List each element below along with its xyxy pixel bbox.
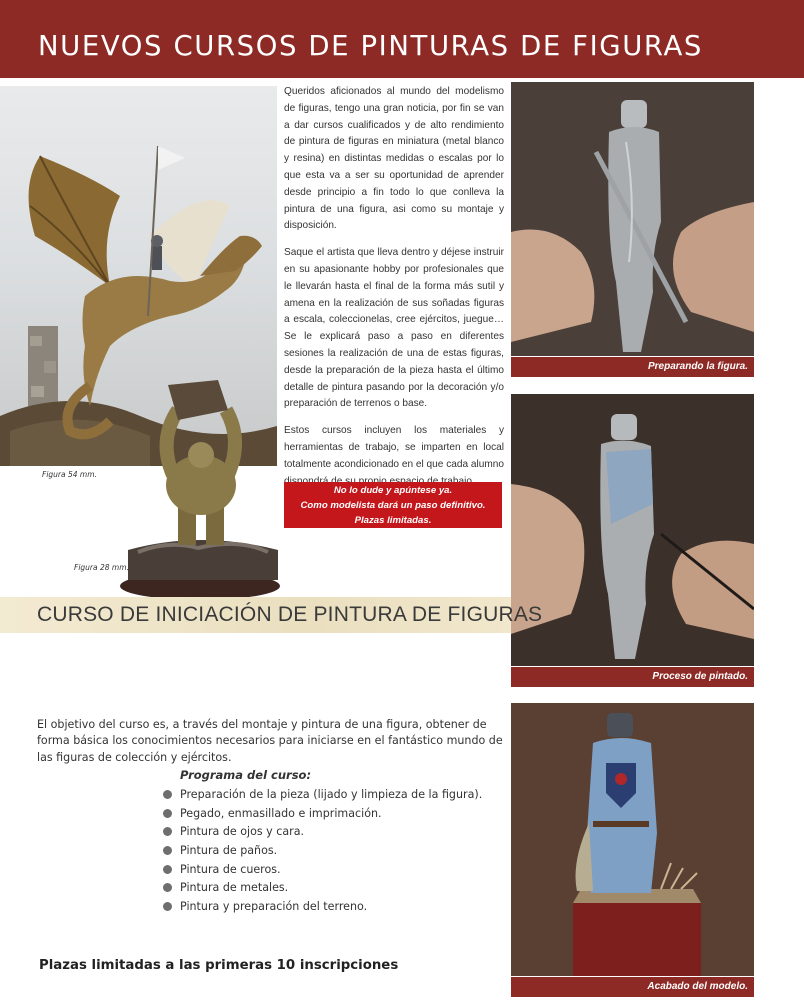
photo-painting-caption: Proceso de pintado. bbox=[511, 667, 754, 687]
photo-preparing-caption: Preparando la figura. bbox=[511, 357, 754, 377]
photo-painting bbox=[511, 394, 754, 666]
program-title: Programa del curso: bbox=[180, 768, 312, 782]
intro-paragraph-2: Saque el artista que lleva dentro y déjese instruir en su apasionante hobby por profesionales que le llevarán hasta el final de la forma más sutil y amena en la realización de sus soñadas figuras a escala, coleccionelas, cree ejércitos, juegue… Se le explicará paso a paso en diferentes sesiones la realización de una de estas figuras, desde la preparación de la pieza hasta el último detalle de pintura pasando por la decoración y/o preparación de terrenos o base. bbox=[284, 247, 504, 410]
troll-caption: Figura 28 mm. bbox=[74, 563, 129, 572]
intro-paragraph-3: Estos cursos incluyen los materiales y herramientas de trabajo, se imparten en local totalmente acondicionado en el que cada alumno bbox=[284, 425, 504, 470]
list-item: Pintura y preparación del terreno. bbox=[163, 898, 482, 917]
list-item: Pintura de paños. bbox=[163, 842, 482, 861]
callout-line-2: Como modelista dará un paso definitivo. bbox=[300, 500, 486, 511]
bullet-icon bbox=[163, 846, 172, 855]
intro-paragraph-1: Queridos aficionados al mundo del modelismo de figuras, tengo una gran noticia, por fin se van a dar cursos cualificados y de alto rendimiento de pintura de figuras en miniatura (metal blanco y resina) en distintas medidas o escalas por lo que esta va a ser su oportunidad de aprender desde principio a fin todo lo que conlleva la pintura de una figura, asi como su montaje y disposición. bbox=[284, 86, 504, 232]
photo-finished-caption: Acabado del modelo. bbox=[511, 977, 754, 997]
list-item: Pintura de cueros. bbox=[163, 861, 482, 880]
program-list bbox=[163, 786, 482, 917]
list-item: Preparación de la pieza (lijado y limpieza de la figura). bbox=[163, 786, 482, 805]
preparing-figure-illustration bbox=[511, 82, 754, 356]
bullet-icon bbox=[163, 790, 172, 799]
dragon-caption: Figura 54 mm. bbox=[42, 470, 97, 479]
callout-line-3: Plazas limitadas. bbox=[354, 515, 432, 526]
troll-figure-illustration bbox=[108, 380, 284, 598]
list-item: Pintura de ojos y cara. bbox=[163, 823, 482, 842]
list-item: Pegado, enmasillado e imprimación. bbox=[163, 805, 482, 824]
bullet-icon bbox=[163, 809, 172, 818]
callout-line-1: No lo dude y apúntese ya. bbox=[333, 485, 453, 496]
header-bar bbox=[0, 0, 804, 78]
bullet-icon bbox=[163, 865, 172, 874]
course-title-band bbox=[0, 597, 543, 633]
course-title: CURSO DE INICIACIÓN DE PINTURA DE FIGURAS bbox=[37, 603, 543, 626]
signup-callout bbox=[284, 482, 502, 528]
bullet-icon bbox=[163, 883, 172, 892]
photo-preparing bbox=[511, 82, 754, 356]
list-item: Pintura de metales. bbox=[163, 879, 482, 898]
finished-figure-illustration bbox=[511, 703, 754, 976]
bullet-icon bbox=[163, 827, 172, 836]
bullet-icon bbox=[163, 902, 172, 911]
photo-finished bbox=[511, 703, 754, 976]
places-note: Plazas limitadas a las primeras 10 inscripciones bbox=[39, 958, 399, 973]
intro-text bbox=[284, 84, 504, 500]
troll-figure-photo bbox=[108, 380, 284, 598]
painting-figure-illustration bbox=[511, 394, 754, 666]
course-objective: El objetivo del curso es, a través del montaje y pintura de una figura, obtener de forma básica los conocimientos necesarios para iniciarse en el fantástico mundo de las figuras de colección y ejércitos. bbox=[37, 718, 503, 764]
page-title: NUEVOS CURSOS DE PINTURAS DE FIGURAS bbox=[38, 30, 703, 62]
